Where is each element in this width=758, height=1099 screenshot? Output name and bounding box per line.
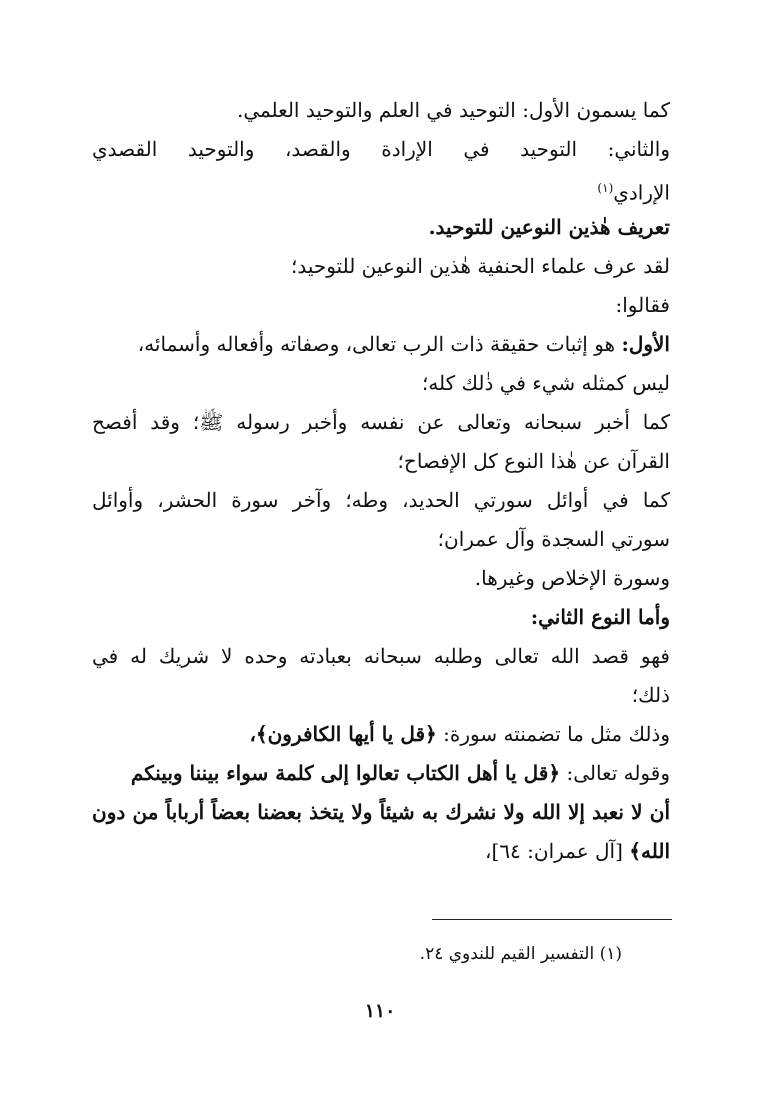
text-line: ليس كمثله شيء في ذٰلك كله؛	[421, 371, 670, 395]
page-number: ١١٠	[364, 1000, 396, 1022]
text-line: وقوله تعالى: ﴿قل يا أهل الكتاب تعالوا إلى كلمة سواء بيننا وبينكم	[130, 761, 670, 785]
text-line: وذلك مثل ما تضمنته سورة: ﴿قل يا أيها الكافرون﴾،	[249, 722, 670, 746]
text-line: فقالوا:	[615, 293, 670, 317]
text-line: كما في أوائل سورتي الحديد، وطه؛ وآخر سورة الحشر، وأوائل	[92, 488, 670, 512]
quran-quote: ﴿قل يا أيها الكافرون﴾،	[249, 722, 437, 746]
text-line	[92, 837, 670, 876]
text-line: كما يسمون الأول: التوحيد في العلم والتوحيد العلمي.	[236, 98, 670, 122]
definition-lead: الأول:	[621, 332, 670, 356]
footnote-reference: (١)	[597, 181, 614, 195]
footnote-separator	[432, 919, 672, 920]
quran-quote: ﴿قل يا أهل الكتاب تعالوا إلى كلمة سواء بيننا وبينكم	[130, 761, 561, 785]
section-heading: وأما النوع الثاني:	[530, 605, 670, 629]
text-line: لقد عرف علماء الحنفية هٰذين النوعين للتوحيد؛	[290, 254, 670, 278]
section-heading: تعريف هٰذين النوعين للتوحيد.	[428, 215, 670, 239]
text-line: والثاني: التوحيد في الإرادة والقصد، والتوحيد القصدي	[92, 137, 670, 161]
text-line: كما أخبر سبحانه وتعالى عن نفسه وأخبر رسوله ﷺ؛ وقد أفصح	[92, 410, 670, 434]
footnote: (١) التفسير القيم للندوي ٢٤.	[419, 944, 622, 964]
text-line: الإرادي$^{(١)}$	[597, 180, 670, 205]
main-text	[92, 96, 670, 876]
text-line: القرآن عن هٰذا النوع كل الإفصاح؛	[397, 449, 670, 473]
text-line: وسورة الإخلاص وغيرها.	[474, 566, 670, 590]
quran-quote-line: أن لا نعبد إلا الله ولا نشرك به شيئاً ولا يتخذ بعضنا بعضاً أرباباً من دون	[92, 800, 670, 824]
text-line: سورتي السجدة وآل عمران؛	[437, 527, 670, 551]
quran-quote: الله﴾	[629, 839, 670, 863]
text-line: فهو قصد الله تعالى وطلبه سبحانه بعبادته وحده لا شريك له في	[92, 644, 670, 668]
text-line: الأول: هو إثبات حقيقة ذات الرب تعالى، وصفاته وأفعاله وأسمائه،	[137, 332, 670, 356]
verse-citation: [آل عمران: ٦٤]،	[485, 839, 630, 863]
text-line: ذلك؛	[631, 683, 670, 707]
